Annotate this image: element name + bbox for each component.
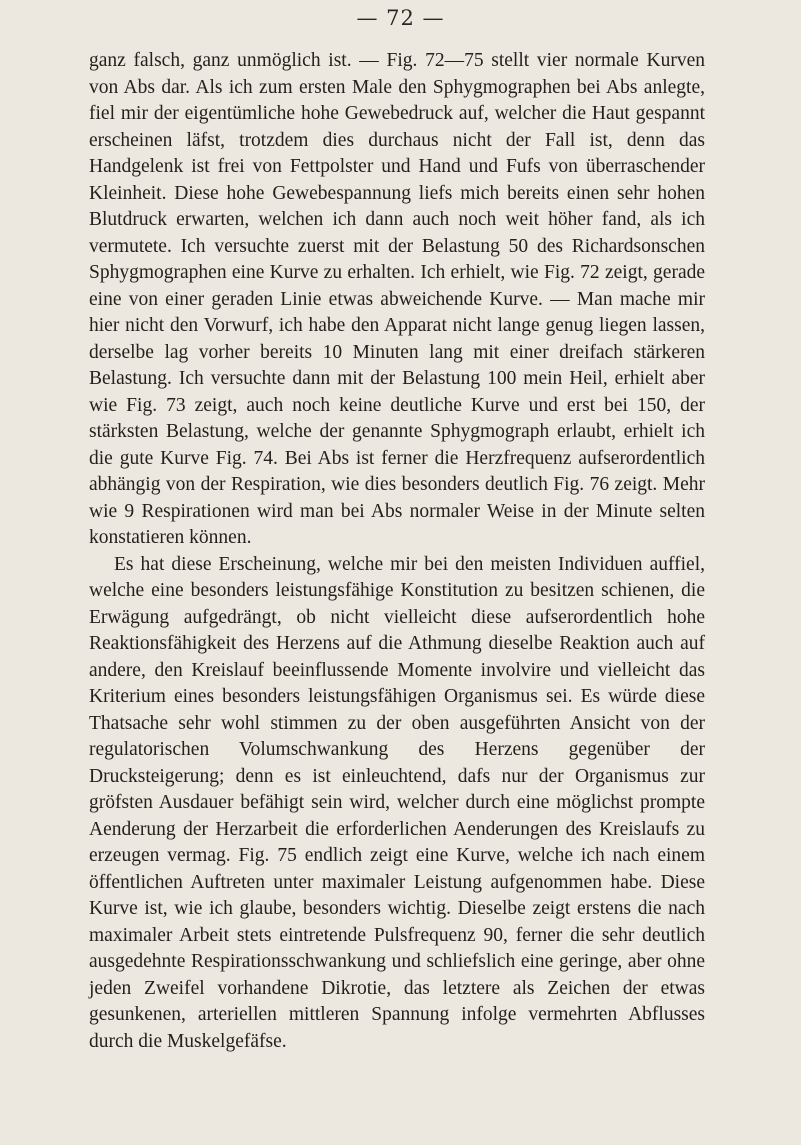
paragraph-2: Es hat diese Erscheinung, welche mir bei den meisten Individuen auffiel, welche eine besonders leistungsfähige Konstitution zu besitzen schienen, die Erwägung aufgedrängt, ob nicht vielleicht diese aufserordentlich hohe Reaktionsfähigkeit des Herzens auf die Athmung dieselbe Reaktion auch auf andere, den Kreislauf beeinflussende Momente involvire und vielleicht das Kriterium eines besonders leistungsfähigen Organismus sei. Es würde diese Thatsache sehr wohl stimmen zu der oben ausgeführten Ansicht von der regulatorischen Volumschwankung des Herzens gegenüber der Drucksteigerung; denn es ist einleuchtend, dafs nur der Organismus zur gröfsten Ausdauer befähigt sein wird, welcher durch eine möglichst prompte Aenderung der Herzarbeit die erforderlichen Aenderungen des Kreislaufs zu erzeugen vermag. Fig. 75 endlich zeigt eine Kurve, welche ich nach einem öffentlichen Auftreten unter maximaler Leistung aufgenommen habe. Diese Kurve ist, wie ich glaube, besonders wichtig. Dieselbe zeigt erstens die nach maximaler Arbeit stets eintretende Pulsfrequenz 90, ferner die sehr deutlich ausgedehnte Respirationsschwankung und schliefslich eine geringe, aber ohne jeden Zweifel vorhandene Dikrotie, das letztere als Zeichen der etwas gesunkenen, arteriellen mittleren Spannung infolge vermehrten Abflusses durch die Muskelgefäfse. <box>89 553 705 1052</box>
body-text <box>89 48 705 1055</box>
page-number: — 72 — <box>356 6 445 30</box>
paragraph-1: ganz falsch, ganz unmöglich ist. — Fig. 72—75 stellt vier normale Kurven von Abs dar. Als ich zum ersten Male den Sphygmographen bei Abs anlegte, fiel mir der eigentümliche hohe Gewebedruck auf, welcher die Haut gespannt erscheinen läfst, trotzdem dies durchaus nicht der Fall ist, denn das Handgelenk ist frei von Fettpolster und Hand und Fufs von überraschender Kleinheit. Diese hohe Gewebespannung liefs mich bereits einen sehr hohen Blutdruck erwarten, welchen ich dann auch noch weit höher fand, als ich vermutete. Ich versuchte zuerst mit der Belastung 50 des Richardsonschen Sphygmographen eine Kurve zu erhalten. Ich erhielt, wie Fig. 72 zeigt, gerade eine von einer geraden Linie etwas abweichende Kurve. — Man mache mir hier nicht den Vorwurf, ich habe den Apparat nicht lange genug liegen lassen, derselbe lag vorher bereits 10 Minuten lang mit einer dreifach stärkeren Belastung. Ich versuchte dann mit der Belastung 100 mein Heil, erhielt aber wie Fig. 73 zeigt, auch noch keine deutliche Kurve und erst bei 150, der stärksten Belastung, welche der genannte Sphygmograph erlaubt, erhielt ich die gute Kurve Fig. 74. Bei Abs ist ferner die Herzfrequenz aufserordentlich abhängig von der Respiration, wie dies besonders deutlich Fig. 76 zeigt. Mehr wie 9 Respirationen wird man bei Abs normaler Weise in der Minute selten konstatieren können. <box>89 50 705 548</box>
